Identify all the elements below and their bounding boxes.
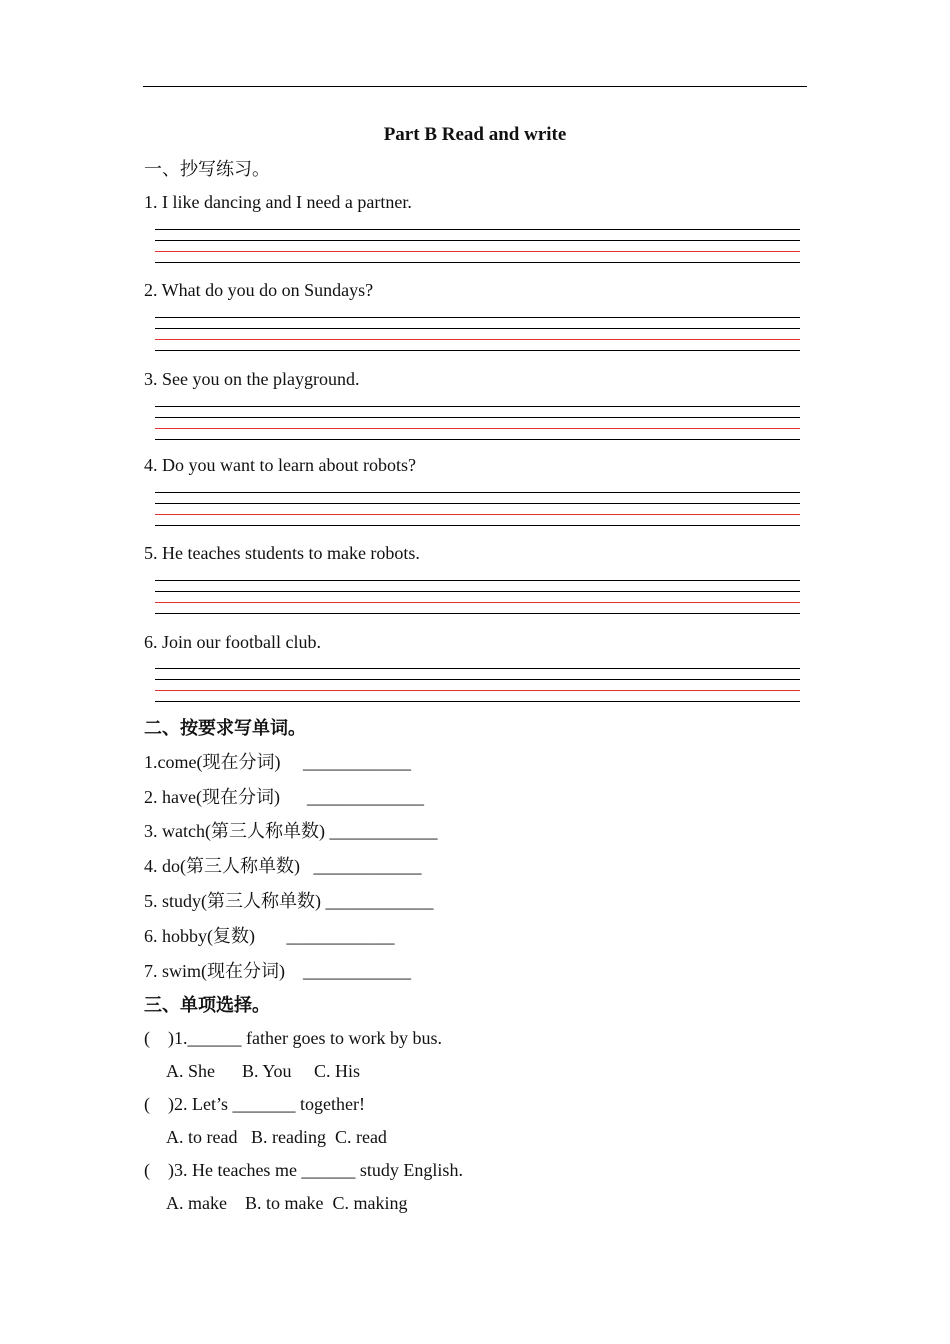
word-task-6[interactable]: 6. hobby(复数) ____________: [144, 926, 395, 946]
word-task-1[interactable]: 1.come(现在分词) ____________: [144, 752, 411, 772]
question-3-stem[interactable]: ( )3. He teaches me ______ study English.: [144, 1160, 463, 1180]
header-rule: [143, 86, 807, 87]
question-3-options: A. make B. to make C. making: [166, 1193, 408, 1213]
page-title: Part B Read and write: [383, 124, 567, 145]
copy-sentence-6: 6. Join our football club.: [144, 632, 321, 652]
word-task-7[interactable]: 7. swim(现在分词) ____________: [144, 961, 411, 981]
writing-lines-2[interactable]: [155, 317, 800, 353]
writing-lines-5[interactable]: [155, 580, 800, 616]
copy-sentence-5: 5. He teaches students to make robots.: [144, 543, 420, 563]
question-2-stem[interactable]: ( )2. Let’s _______ together!: [144, 1094, 365, 1114]
writing-lines-4[interactable]: [155, 492, 800, 528]
question-2-options: A. to read B. reading C. read: [166, 1127, 387, 1147]
section2-heading: 二、按要求写单词。: [144, 718, 306, 738]
copy-sentence-3: 3. See you on the playground.: [144, 369, 360, 389]
word-task-4[interactable]: 4. do(第三人称单数) ____________: [144, 856, 422, 876]
section3-heading: 三、单项选择。: [144, 995, 270, 1015]
question-1-options: A. She B. You C. His: [166, 1061, 361, 1081]
word-task-3[interactable]: 3. watch(第三人称单数) ____________: [144, 821, 438, 841]
question-1-stem[interactable]: ( )1.______ father goes to work by bus.: [144, 1028, 442, 1048]
section1-heading: 一、抄写练习。: [144, 159, 270, 179]
word-task-5[interactable]: 5. study(第三人称单数) ____________: [144, 891, 434, 911]
writing-lines-1[interactable]: [155, 229, 800, 265]
copy-sentence-4: 4. Do you want to learn about robots?: [144, 455, 416, 475]
writing-lines-6[interactable]: [155, 668, 800, 704]
copy-sentence-2: 2. What do you do on Sundays?: [144, 280, 374, 300]
writing-lines-3[interactable]: [155, 406, 800, 442]
word-task-2[interactable]: 2. have(现在分词) _____________: [144, 787, 424, 807]
copy-sentence-1: 1. I like dancing and I need a partner.: [144, 192, 412, 212]
